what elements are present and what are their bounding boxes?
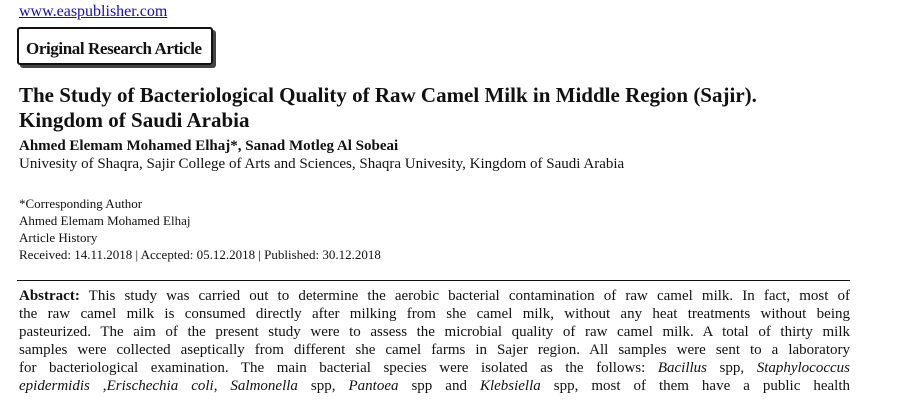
- corresponding-author-label: *Corresponding Author: [19, 196, 143, 211]
- corresponding-author-name: Ahmed Elemam Mohamed Elhaj: [19, 213, 191, 228]
- abstract-line: the raw camel milk is consumed directly after milking from she camel milk, without any heat treatments without being: [19, 306, 850, 322]
- article-history-label: Article History: [19, 230, 98, 245]
- abstract-line: for bacteriological examination. The main bacterial species were isolated as the follows: Bacillus spp, Staphylococcus: [19, 360, 850, 376]
- article-history-dates: Received: 14.11.2018 | Accepted: 05.12.2018 | Published: 30.12.2018: [19, 247, 381, 262]
- article-type-label: Original Research Article: [26, 39, 202, 58]
- section-divider: [17, 280, 850, 281]
- abstract-line: pasteurized. The aim of the present study were to assess the microbial quality of raw camel milk. A total of thirty milk: [19, 324, 850, 340]
- abstract-line: Abstract: This study was carried out to determine the aerobic bacterial contamination of raw camel milk. In fact, most of: [19, 288, 850, 304]
- article-title: The Study of Bacteriological Quality of Raw Camel Milk in Middle Region (Sajir). Kingdom of Saudi Arabia: [19, 83, 757, 132]
- abstract-line: epidermidis ,Erischechia coli, Salmonella spp, Pantoea spp and Klebsiella spp, most of them have a public health: [19, 378, 850, 394]
- abstract-paragraph: [19, 287, 850, 395]
- abstract-line: samples were collected aseptically from different she camel farms in Sajer region. All samples were sent to a laboratory: [19, 342, 850, 358]
- article-authors: Ahmed Elemam Mohamed Elhaj*, Sanad Motleg Al Sobeai: [19, 138, 399, 154]
- abstract-label: Abstract:: [19, 288, 80, 304]
- author-affiliation: Univesity of Shaqra, Sajir College of Arts and Sciences, Shaqra Univesity, Kingdom of Saudi Arabia: [19, 156, 625, 172]
- publisher-website-link[interactable]: www.easpublisher.com: [19, 3, 168, 20]
